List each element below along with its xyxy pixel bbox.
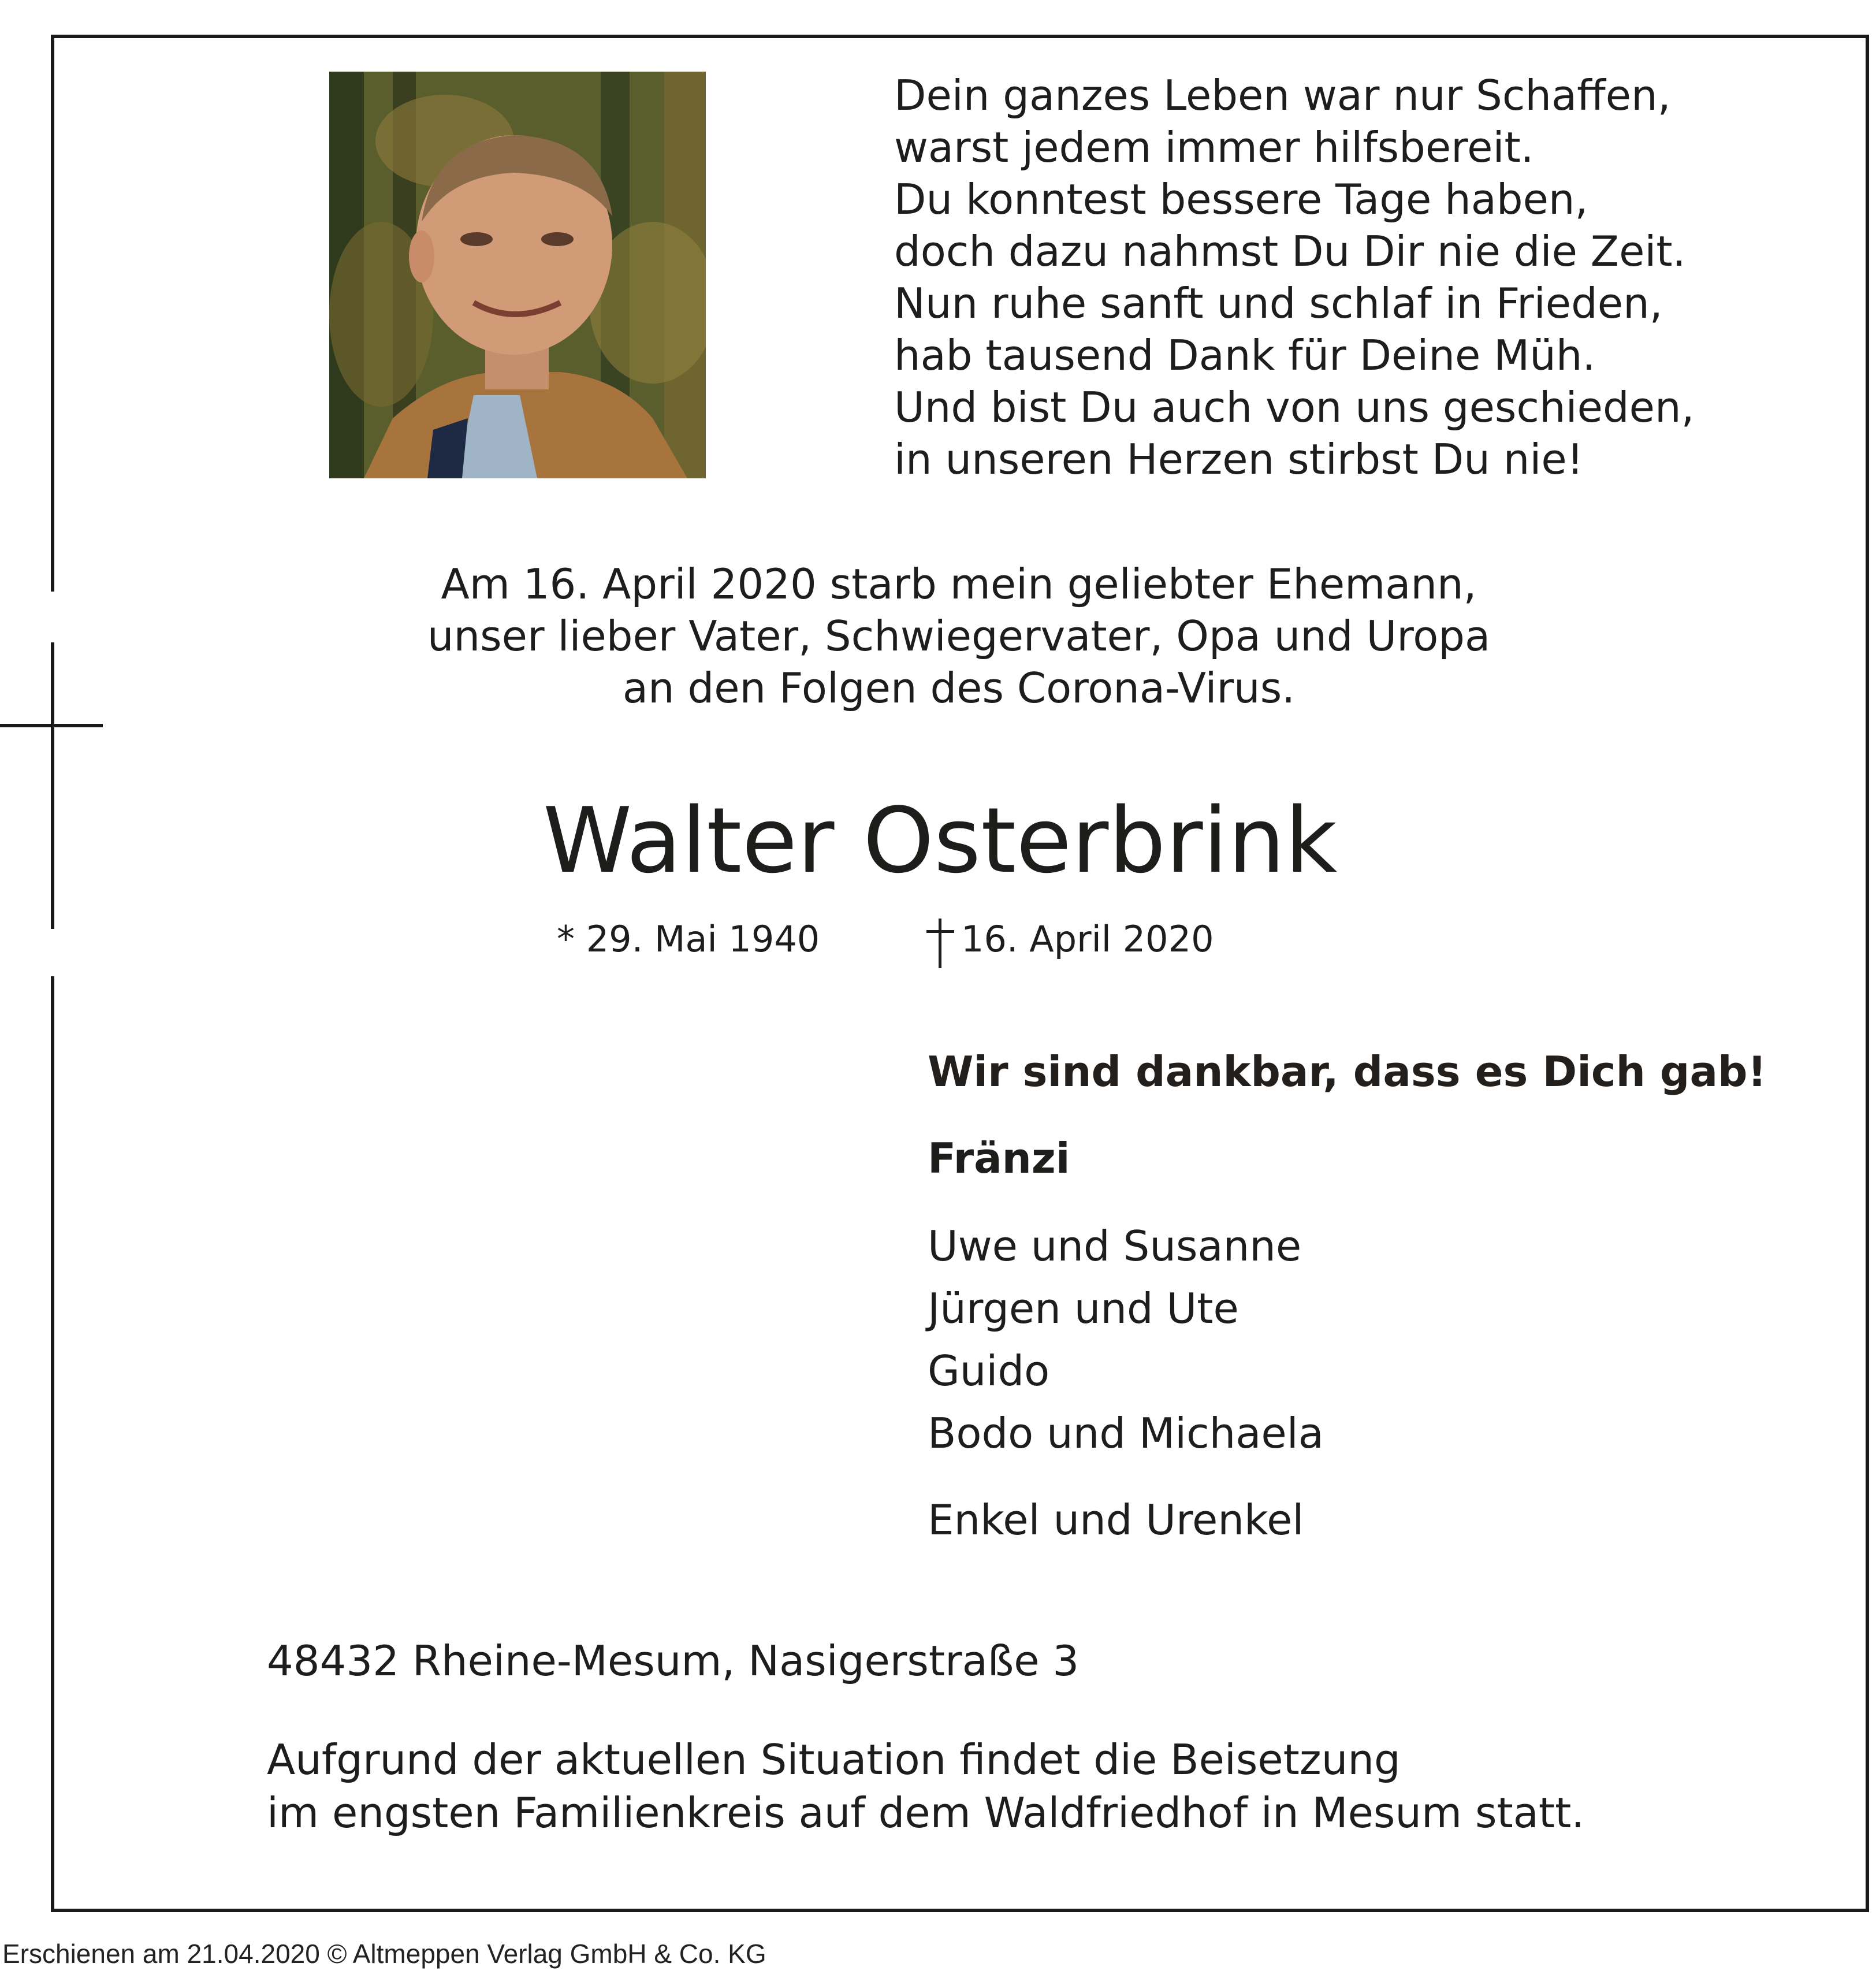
portrait-illustration [329,72,706,478]
death-cross-icon [923,917,958,969]
frame-border-top [51,35,1869,38]
gratitude-headline: Wir sind dankbar, dass es Dich gab! [928,1047,1767,1096]
poem-line: Dein ganzes Leben war nur Schaffen, [894,71,1671,120]
deceased-name: Walter Osterbrink [543,788,1338,893]
frame-border-left-lower [51,976,54,1912]
death-announcement [323,558,1594,714]
cross-icon-horizontal [0,724,103,727]
mourner-child: Jürgen und Ute [928,1284,1239,1333]
poem [894,69,1818,485]
announcement-line: an den Folgen des Corona-Virus. [622,664,1296,712]
portrait-photo [329,72,706,478]
poem-line: doch dazu nahmst Du Dir nie die Zeit. [894,227,1686,276]
frame-border-left-upper [51,35,54,592]
address: 48432 Rheine-Mesum, Nasigerstraße 3 [267,1637,1080,1685]
mourner-child: Bodo und Michaela [928,1409,1324,1458]
publication-footer: Erschienen am 21.04.2020 © Altmeppen Verlag GmbH & Co. KG [2,1939,766,1969]
mourner-child: Guido [928,1347,1050,1395]
birth-date: * 29. Mai 1940 [557,918,820,960]
death-date: 16. April 2020 [961,918,1214,960]
notice-line: im engsten Familienkreis auf dem Waldfriedhof in Mesum statt. [267,1789,1585,1837]
burial-notice [267,1733,1584,1839]
poem-line: Du konntest bessere Tage haben, [894,175,1588,224]
poem-line: Nun ruhe sanft und schlaf in Frieden, [894,279,1663,328]
poem-line: in unseren Herzen stirbst Du nie! [894,435,1584,484]
frame-border-right [1866,35,1869,1912]
mourner-spouse: Fränzi [928,1134,1070,1183]
cross-icon-vertical [51,642,54,929]
poem-line: warst jedem immer hilfsbereit. [894,123,1534,172]
poem-line: hab tausend Dank für Deine Müh. [894,331,1596,380]
mourner-grandchildren: Enkel und Urenkel [928,1496,1304,1544]
poem-line: Und bist Du auch von uns geschieden, [894,383,1695,432]
frame-border-bottom [51,1909,1869,1912]
announcement-line: unser lieber Vater, Schwiegervater, Opa und Uropa [427,612,1491,660]
mourner-child: Uwe und Susanne [928,1222,1302,1270]
notice-line: Aufgrund der aktuellen Situation findet die Beisetzung [267,1735,1401,1784]
announcement-line: Am 16. April 2020 starb mein geliebter Ehemann, [441,560,1477,608]
